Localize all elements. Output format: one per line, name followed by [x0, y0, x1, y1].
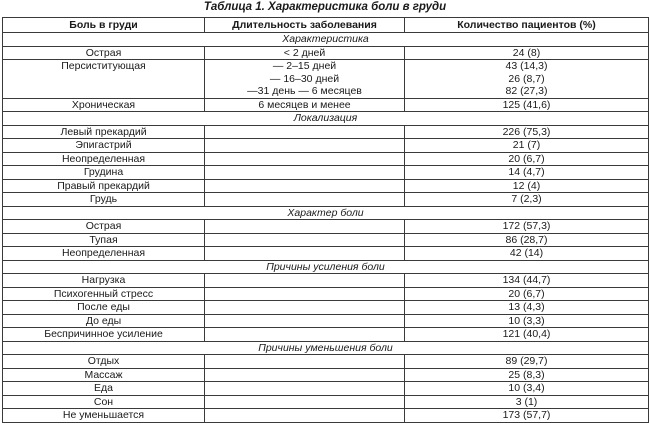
row-duration [205, 355, 405, 369]
section-decrease [3, 341, 649, 355]
row-duration [205, 233, 405, 247]
row-count: 43 (14,3) [405, 60, 649, 73]
row-count: 86 (28,7) [405, 233, 649, 247]
table-row [3, 85, 649, 98]
table-row [3, 382, 649, 396]
row-label: Нагрузка [3, 274, 205, 288]
row-duration [205, 395, 405, 409]
section-pain-type [3, 206, 649, 220]
row-duration [205, 152, 405, 166]
row-duration [205, 139, 405, 153]
row-label: Персиститующая [3, 60, 205, 73]
row-duration: — 16–30 дней [205, 73, 405, 86]
header-duration: Длительность заболевания [205, 18, 405, 33]
row-duration [205, 368, 405, 382]
row-count: 173 (57,7) [405, 409, 649, 423]
row-count: 24 (8) [405, 46, 649, 60]
row-duration [205, 382, 405, 396]
row-label: После еды [3, 301, 205, 315]
row-duration [205, 314, 405, 328]
section-title: Локализация [3, 112, 649, 126]
row-count: 12 (4) [405, 179, 649, 193]
row-label: Правый прекардий [3, 179, 205, 193]
section-characteristic [3, 33, 649, 47]
row-duration [205, 287, 405, 301]
table-row [3, 368, 649, 382]
header-pain: Боль в груди [3, 18, 205, 33]
row-duration: —31 день — 6 месяцев [205, 85, 405, 98]
row-label [3, 73, 205, 86]
row-label: Левый прекардий [3, 125, 205, 139]
row-count: 10 (3,3) [405, 314, 649, 328]
row-count: 10 (3,4) [405, 382, 649, 396]
row-label: Острая [3, 220, 205, 234]
row-count: 21 (7) [405, 139, 649, 153]
row-count: 42 (14) [405, 247, 649, 261]
row-label: Неопределенная [3, 247, 205, 261]
table-row [3, 98, 649, 112]
table-row [3, 395, 649, 409]
row-label: Отдых [3, 355, 205, 369]
row-label [3, 85, 205, 98]
section-localization [3, 112, 649, 126]
table-row [3, 73, 649, 86]
table-row [3, 233, 649, 247]
row-label: Острая [3, 46, 205, 60]
row-count: 125 (41,6) [405, 98, 649, 112]
row-duration [205, 409, 405, 423]
header-row [3, 18, 649, 33]
table-row [3, 314, 649, 328]
row-count: 26 (8,7) [405, 73, 649, 86]
row-duration [205, 274, 405, 288]
section-increase [3, 260, 649, 274]
row-duration [205, 247, 405, 261]
table-row [3, 152, 649, 166]
row-count: 20 (6,7) [405, 287, 649, 301]
row-duration: — 2–15 дней [205, 60, 405, 73]
row-label: Еда [3, 382, 205, 396]
section-title: Характеристика [3, 33, 649, 47]
table-row [3, 328, 649, 342]
row-count: 20 (6,7) [405, 152, 649, 166]
row-count: 226 (75,3) [405, 125, 649, 139]
header-count: Количество пациентов (%) [405, 18, 649, 33]
row-count: 25 (8,3) [405, 368, 649, 382]
row-duration [205, 125, 405, 139]
table-row [3, 274, 649, 288]
row-label: Тупая [3, 233, 205, 247]
row-duration [205, 166, 405, 180]
row-label: Беспричинное усиление [3, 328, 205, 342]
section-title: Причины усиления боли [3, 260, 649, 274]
table-caption: Таблица 1. Характеристика боли в груди [203, 1, 447, 13]
table-row [3, 409, 649, 423]
row-label: Сон [3, 395, 205, 409]
table-row [3, 125, 649, 139]
row-label: Грудина [3, 166, 205, 180]
row-count: 121 (40,4) [405, 328, 649, 342]
row-count: 13 (4,3) [405, 301, 649, 315]
row-duration [205, 301, 405, 315]
row-label: Эпигастрий [3, 139, 205, 153]
table-row [3, 287, 649, 301]
row-label: Хроническая [3, 98, 205, 112]
row-label: Не уменьшается [3, 409, 205, 423]
table-row [3, 139, 649, 153]
chest-pain-table [2, 17, 649, 423]
row-label: Грудь [3, 193, 205, 207]
table-row [3, 220, 649, 234]
row-label: Неопределенная [3, 152, 205, 166]
row-label: Психогенный стресс [3, 287, 205, 301]
table-row [3, 355, 649, 369]
row-count: 89 (29,7) [405, 355, 649, 369]
row-count: 82 (27,3) [405, 85, 649, 98]
row-count: 134 (44,7) [405, 274, 649, 288]
table-row [3, 46, 649, 60]
section-title: Причины уменьшения боли [3, 341, 649, 355]
row-label: Массаж [3, 368, 205, 382]
row-count: 7 (2,3) [405, 193, 649, 207]
table-row [3, 179, 649, 193]
row-count: 3 (1) [405, 395, 649, 409]
row-duration [205, 328, 405, 342]
row-count: 172 (57,3) [405, 220, 649, 234]
table-row [3, 247, 649, 261]
row-duration: < 2 дней [205, 46, 405, 60]
row-duration [205, 220, 405, 234]
table-row [3, 60, 649, 73]
row-duration [205, 179, 405, 193]
table-row [3, 301, 649, 315]
row-count: 14 (4,7) [405, 166, 649, 180]
row-duration [205, 193, 405, 207]
row-label: До еды [3, 314, 205, 328]
row-duration: 6 месяцев и менее [205, 98, 405, 112]
table-row [3, 166, 649, 180]
section-title: Характер боли [3, 206, 649, 220]
table-row [3, 193, 649, 207]
